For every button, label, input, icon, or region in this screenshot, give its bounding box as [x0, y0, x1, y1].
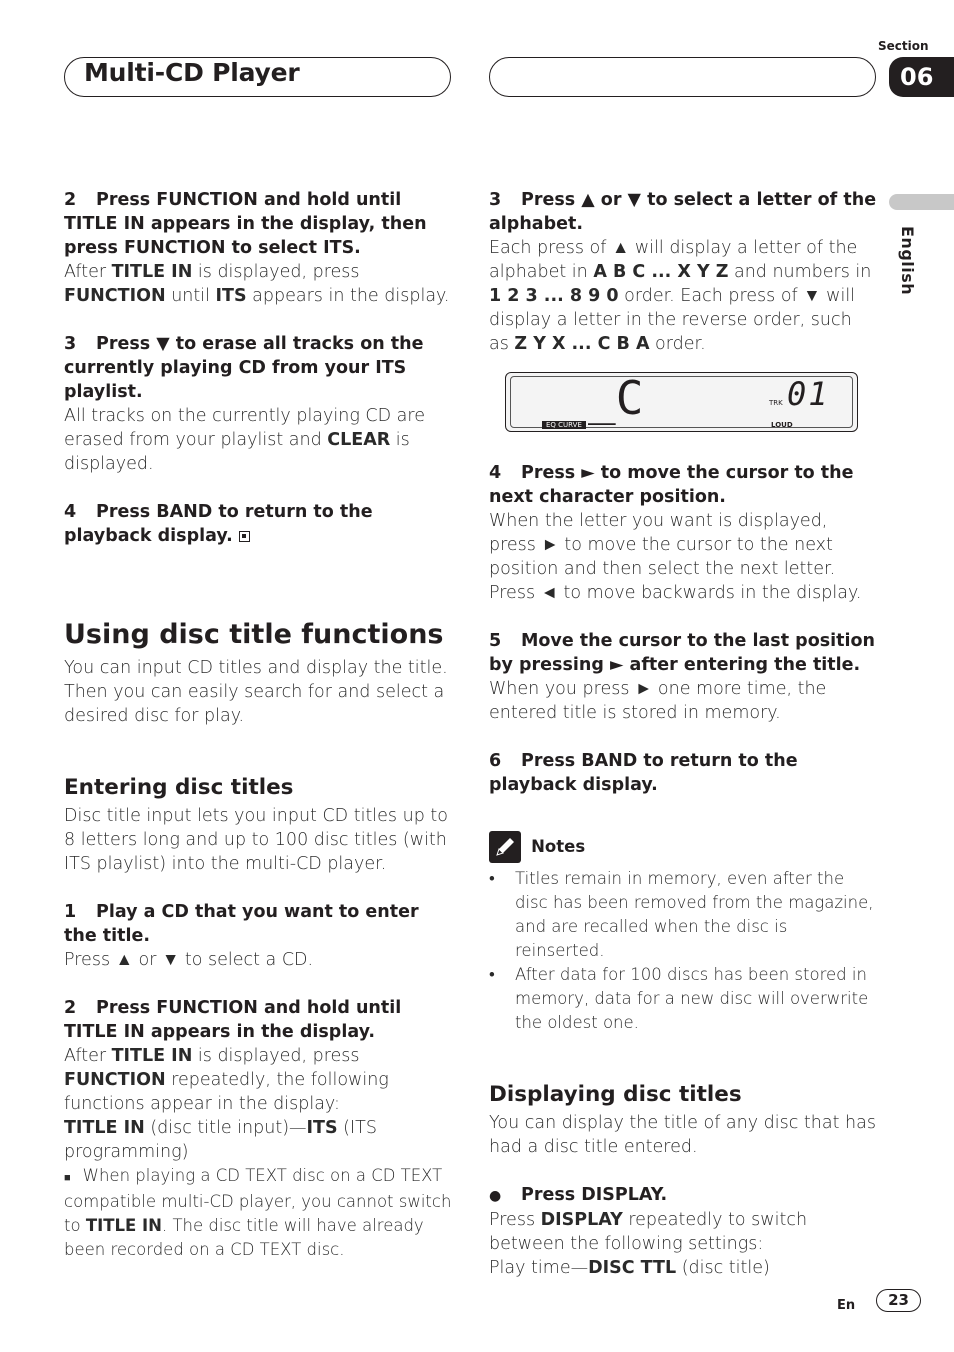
note-item: • Titles remain in memory, even after the disc has been removed from the magazine, and are recalled when the disc is reinserted.	[489, 867, 877, 963]
step-3-select-body: Each press of ▲ will display a letter of the alphabet in A B C ... X Y Z and numbers in 1 2 3 ... 8 9 0 order. Each press of ▼ will display a letter in the reverse order, such as Z Y X ... C B A order.	[489, 238, 872, 354]
subheading-displaying: Displaying disc titles	[489, 1082, 742, 1107]
notes-header: Notes	[489, 831, 877, 863]
note-marker-icon: ■	[64, 1171, 71, 1184]
language-tab: English	[898, 226, 917, 296]
step-2a-body: After TITLE IN is displayed, press FUNCTION until ITS appears in the display.	[64, 262, 450, 306]
entering-step-2-body: After TITLE IN is displayed, press FUNCTION repeatedly, the following functions appear in the display:	[64, 1046, 389, 1114]
lcd-track-number: 01	[787, 375, 830, 413]
step-5-body: When you press ► one more time, the entered title is stored in memory.	[489, 679, 827, 723]
cd-text-note: ■ When playing a CD TEXT disc on a CD TEXT compatible multi-CD player, you cannot switch to TITLE IN. The disc title will have already been recorded on a CD TEXT disc.	[64, 1166, 452, 1259]
lcd-eq-curve: EQ CURVE	[542, 421, 586, 429]
display-settings-list: Play time—DISC TTL (disc title)	[489, 1258, 770, 1278]
left-column	[64, 188, 452, 1262]
footer-language: En	[837, 1298, 856, 1313]
lcd-cursor: _C	[588, 371, 644, 425]
step-4-cursor-body: When the letter you want is displayed, press ► to move the cursor to the next position and then select the next letter. Press ◄ to move backwards in the display.	[489, 511, 862, 603]
section-heading: Using disc title functions	[64, 619, 444, 650]
step-4: 4 Press BAND to return to the playback display.	[64, 502, 373, 546]
section-label: Section	[878, 39, 929, 53]
step-2a: 2 Press FUNCTION and hold until TITLE IN appears in the display, then press FUNCTION to select ITS.	[64, 190, 427, 258]
page-title: Multi-CD Player	[84, 58, 300, 87]
pencil-icon	[489, 831, 521, 863]
functions-list: TITLE IN (disc title input)—ITS (ITS programming)	[64, 1118, 377, 1162]
entering-intro: Disc title input lets you input CD titles up to 8 letters long and up to 100 disc titles (with ITS playlist) into the multi-CD player.	[64, 806, 448, 874]
step-3: 3 Press ▼ to erase all tracks on the currently playing CD from your ITS playlist.	[64, 334, 424, 402]
end-mark-icon	[239, 531, 250, 542]
note-item: • After data for 100 discs has been stored in memory, data for a new disc will overwrite the oldest one.	[489, 963, 877, 1035]
right-column-lower	[489, 461, 877, 1280]
step-4-cursor: 4 Press ► to move the cursor to the next character position.	[489, 463, 854, 507]
blank-frame	[489, 57, 876, 97]
press-display-step: ● Press DISPLAY.	[489, 1185, 668, 1205]
section-number: 06	[889, 57, 954, 97]
lcd-loud: LOUD	[771, 421, 793, 429]
page-number: 23	[876, 1289, 921, 1312]
right-column	[489, 188, 877, 356]
subheading-entering: Entering disc titles	[64, 775, 294, 800]
lcd-display-illustration	[505, 372, 858, 432]
entering-step-2: 2 Press FUNCTION and hold until TITLE IN appears in the display.	[64, 998, 402, 1042]
press-display-body: Press DISPLAY repeatedly to switch between the following settings:	[489, 1210, 808, 1254]
displaying-intro: You can display the title of any disc that has had a disc title entered.	[489, 1113, 876, 1157]
entering-step-1: 1 Play a CD that you want to enter the title.	[64, 902, 419, 946]
entering-step-1-body: Press ▲ or ▼ to select a CD.	[64, 950, 314, 970]
step-3-select: 3 Press ▲ or ▼ to select a letter of the alphabet.	[489, 190, 877, 234]
intro-text: You can input CD titles and display the title. Then you can easily search for and select a desired disc for play.	[64, 658, 448, 726]
step-5: 5 Move the cursor to the last position by pressing ► after entering the title.	[489, 631, 875, 675]
step-3-body: All tracks on the currently playing CD are erased from your playlist and CLEAR is displayed.	[64, 406, 425, 474]
lcd-trk-label: TRK	[769, 399, 783, 407]
side-tab-bar	[889, 194, 954, 210]
step-6: 6 Press BAND to return to the playback display.	[489, 751, 798, 795]
